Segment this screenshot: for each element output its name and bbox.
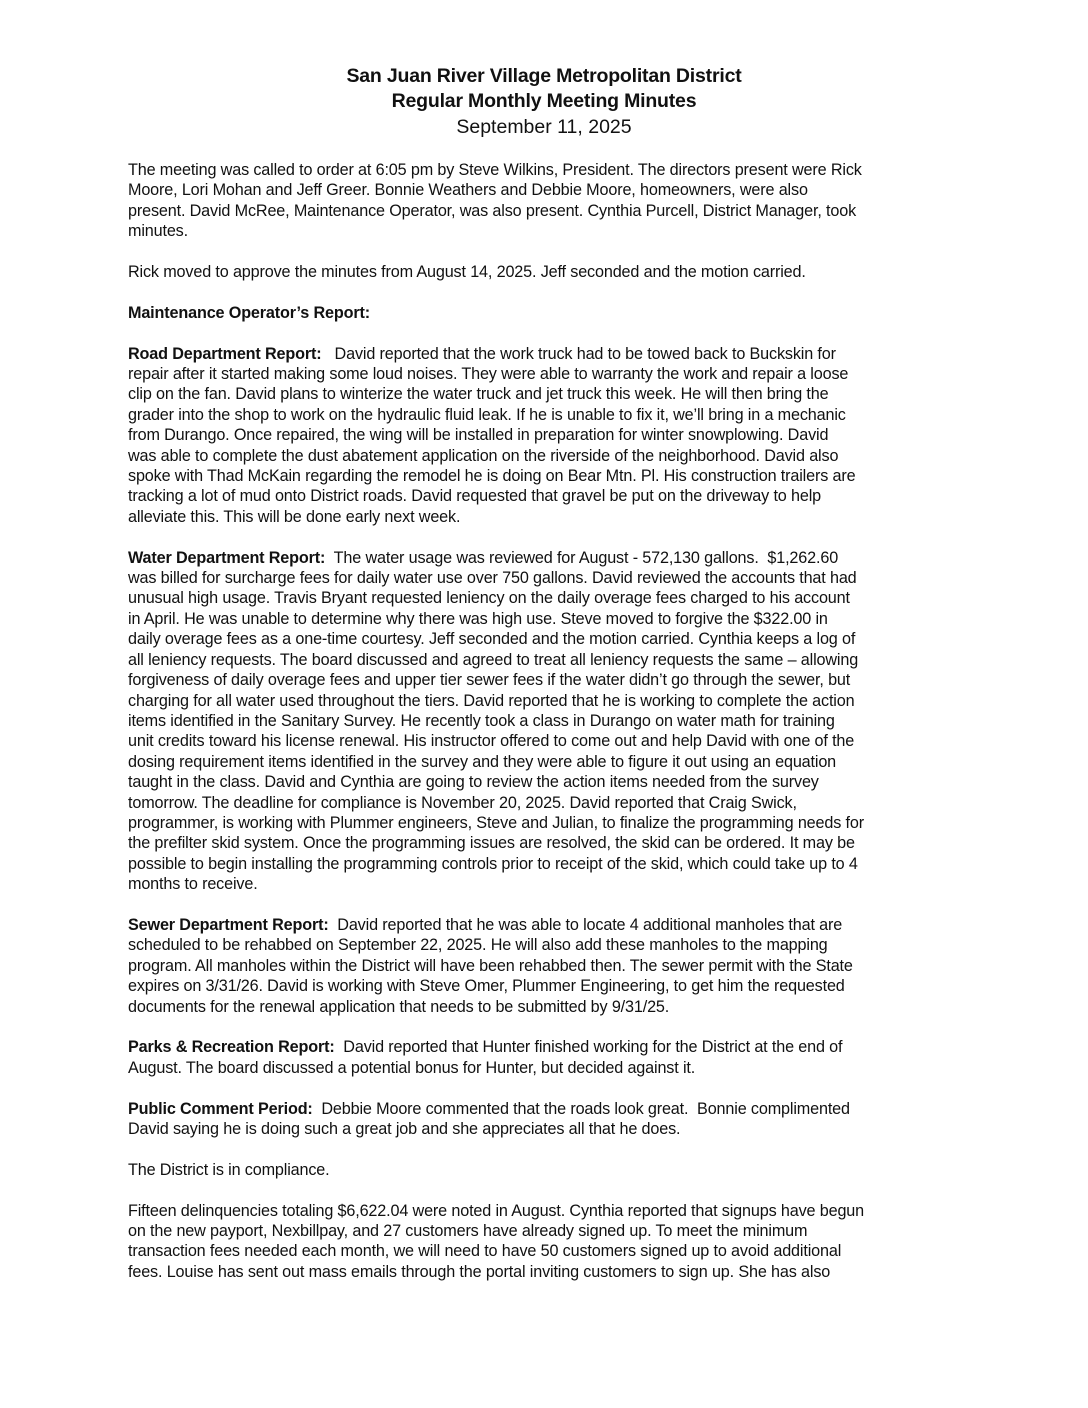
text-line [128, 1099, 968, 1119]
maintenance-report-heading [128, 303, 968, 323]
text-line: The District is in compliance. [128, 1160, 330, 1179]
text-run: The water usage was reviewed for August - 572,130 gallons. $1,262.60 [325, 548, 839, 567]
section-label: Parks & Recreation Report: [128, 1038, 335, 1057]
text-line: from Durango. Once repaired, the wing will be installed in preparation for winter snowplowing. David [128, 426, 829, 445]
text-line: expires on 3/31/26. David is working with Steve Omer, Plummer Engineering, to get him the requested [128, 977, 845, 996]
text-line: spoke with Thad McKain regarding the remodel he is doing on Bear Mtn. Pl. His construction trailers are [128, 467, 856, 486]
text-run: Debbie Moore commented that the roads look great. Bonnie complimented [312, 1099, 850, 1118]
text-line: scheduled to be rehabbed on September 22, 2025. He will also add these manholes to the mapping [128, 936, 828, 955]
text-line: forgiveness of daily overage fees and upper tier sewer fees if the water didn’t go through the sewer, but [128, 671, 851, 690]
text-line: fees. Louise has sent out mass emails through the portal inviting customers to sign up. She has also [128, 1262, 831, 1281]
text-line: The meeting was called to order at 6:05 pm by Steve Wilkins, President. The directors present were Rick [128, 161, 862, 179]
text-line: was billed for surcharge fees for daily water use over 750 gallons. David reviewed the accounts that had [128, 569, 857, 588]
text-line: taught in the class. David and Cynthia are going to review the action items needed from the survey [128, 773, 819, 792]
text-line: David saying he is doing such a great job and she appreciates all that he does. [128, 1119, 681, 1138]
water-department-paragraph [128, 548, 968, 895]
compliance-paragraph [128, 1160, 968, 1180]
text-line: repair after it started making some loud noises. They were able to warranty the work and repair a loose [128, 365, 849, 384]
public-comment-paragraph [128, 1099, 968, 1140]
text-line: unit credits toward his license renewal. His instructor offered to come out and help David with one of the [128, 732, 855, 751]
text-line: documents for the renewal application that needs to be submitted by 9/31/25. [128, 997, 670, 1016]
section-label: Water Department Report: [128, 548, 326, 567]
organization-name: San Juan River Village Metropolitan District [346, 65, 742, 87]
document-title: Regular Monthly Meeting Minutes [391, 90, 697, 112]
text-line: possible to begin installing the programming controls prior to receipt of the skid, which could take up to 4 [128, 854, 858, 873]
section-label: Public Comment Period: [128, 1099, 313, 1118]
text-line: the prefilter skid system. Once the programming issues are resolved, the skid can be ordered. It may be [128, 834, 855, 853]
call-to-order-paragraph [128, 160, 968, 242]
section-label: Sewer Department Report: [128, 915, 329, 934]
text-line: Fifteen delinquencies totaling $6,622.04 were noted in August. Cynthia reported that signups have begun [128, 1201, 864, 1220]
sewer-department-paragraph [128, 915, 968, 1017]
text-line: clip on the fan. David plans to winterize the water truck and jet truck this week. He will then bring the [128, 385, 829, 404]
text-line: transaction fees needed each month, we will need to have 50 customers signed up to avoid additional [128, 1242, 842, 1261]
text-line [128, 344, 968, 364]
text-line: Rick moved to approve the minutes from August 14, 2025. Jeff seconded and the motion carried. [128, 263, 806, 282]
text-line: on the new payport, Nexbillpay, and 27 customers have already signed up. To meet the minimum [128, 1221, 808, 1240]
text-line: minutes. [128, 222, 188, 241]
text-line: grader into the shop to work on the hydraulic fluid leak. If he is unable to fix it, we’ll bring in a mechanic [128, 405, 846, 424]
text-line: Moore, Lori Mohan and Jeff Greer. Bonnie Weathers and Debbie Moore, homeowners, were also [128, 181, 808, 200]
text-line: unusual high usage. Travis Bryant requested leniency on the daily overage fees charged to his account [128, 589, 850, 608]
road-department-paragraph [128, 344, 968, 528]
meeting-date: September 11, 2025 [456, 116, 632, 138]
text-line [128, 1037, 968, 1057]
text-line: tomorrow. The deadline for compliance is November 20, 2025. David reported that Craig Swick, [128, 793, 797, 812]
text-line: dosing requirement items identified in the survey and they were able to figure it out using an equation [128, 752, 837, 771]
text-line: months to receive. [128, 875, 258, 894]
text-line: daily overage fees as a one-time courtesy. Jeff seconded and the motion carried. Cynthia keeps a log of [128, 630, 856, 649]
text-line: tracking a lot of mud onto District roads. David requested that gravel be put on the driveway to help [128, 487, 821, 506]
delinquencies-paragraph [128, 1201, 968, 1283]
document-header [0, 64, 1088, 140]
text-run: David reported that the work truck had to be towed back to Buckskin for [321, 344, 836, 363]
text-line: all leniency requests. The board discussed and agreed to treat all leniency requests the same – allowing [128, 650, 859, 669]
text-line: alleviate this. This will be done early next week. [128, 507, 461, 526]
parks-recreation-paragraph [128, 1037, 968, 1078]
text-line: in April. He was unable to determine why there was high use. Steve moved to forgive the $322.00 in [128, 609, 828, 628]
text-run: David reported that he was able to locate 4 additional manholes that are [328, 915, 843, 934]
text-line [128, 548, 968, 568]
text-line: charging for all water used throughout the tiers. David reported that he is working to complete the action [128, 691, 855, 710]
text-line: present. David McRee, Maintenance Operator, was also present. Cynthia Purcell, District Manager, took [128, 201, 857, 220]
text-line: programmer, is working with Plummer engineers, Steve and Julian, to finalize the programming needs for [128, 813, 864, 832]
text-line: was able to complete the dust abatement application on the riverside of the neighborhood. David also [128, 446, 839, 465]
text-line: items identified in the Sanitary Survey. He recently took a class in Durango on water math for training [128, 711, 835, 730]
text-line [128, 915, 968, 935]
text-run: David reported that Hunter finished working for the District at the end of [334, 1038, 843, 1057]
text-line: program. All manholes within the District will have been rehabbed then. The sewer permit with the State [128, 956, 853, 975]
document-body [128, 160, 968, 1303]
section-heading: Maintenance Operator’s Report: [128, 303, 370, 322]
minutes-approval-paragraph [128, 262, 968, 282]
text-line: August. The board discussed a potential bonus for Hunter, but decided against it. [128, 1058, 696, 1077]
section-label: Road Department Report: [128, 344, 322, 363]
